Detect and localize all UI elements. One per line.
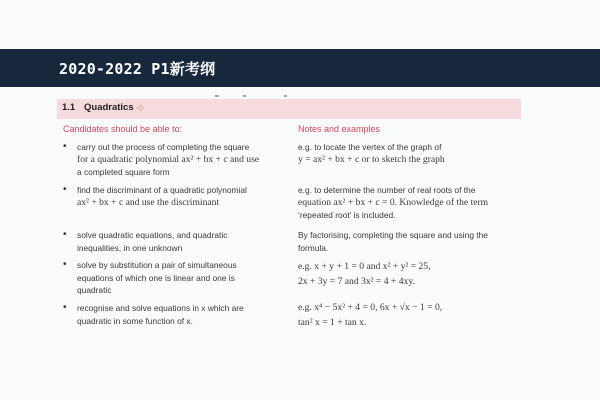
cursor-mark: ·◇ — [135, 103, 144, 112]
left-column-heading: Candidates should be able to: — [63, 124, 183, 134]
note-text — [298, 300, 523, 330]
note-text — [298, 184, 523, 222]
objective-line: find the discriminant of a quadratic polynomial — [77, 185, 247, 195]
objective-text — [77, 259, 282, 297]
note-line: e.g. to determine the number of real roots of the — [298, 185, 476, 195]
objective-line: for a quadratic polynomial ax² + bx + c and use — [77, 153, 260, 165]
page-title: 2020-2022 P1新考纲 — [59, 60, 216, 78]
objective-line: a completed square form — [77, 167, 170, 177]
note-line: ‘repeated root’ is included. — [298, 210, 396, 220]
note-text — [298, 141, 523, 166]
note-line: y = ax² + bx + c or to sketch the graph — [298, 153, 445, 165]
objective-line: equations of which one is linear and one is — [77, 272, 235, 283]
bullet: • — [63, 141, 67, 152]
objective-line: recognise and solve equations in x which are — [77, 303, 244, 313]
scan-artifact — [215, 95, 219, 97]
note-line: e.g. x⁴ − 5x² + 4 = 0, 6x + √x − 1 = 0, — [298, 302, 443, 313]
scan-artifact — [284, 95, 287, 97]
objective-text — [77, 141, 282, 179]
objective-text — [77, 229, 282, 254]
bullet: • — [63, 184, 67, 195]
objective-line: carry out the process of completing the square — [77, 142, 250, 152]
note-line: e.g. to locate the vertex of the graph of — [298, 142, 442, 152]
objective-line: solve quadratic equations, and quadratic — [77, 230, 228, 240]
objective-line: solve by substitution a pair of simultaneous — [77, 260, 237, 270]
note-text — [298, 259, 523, 289]
objective-line: inequalities, in one unknown — [77, 242, 183, 253]
bullet: • — [63, 302, 67, 313]
objective-line: quadratic in some function of x. — [77, 315, 193, 326]
section-header — [57, 99, 521, 119]
note-line: formula. — [298, 242, 329, 253]
right-column-heading: Notes and examples — [298, 124, 381, 134]
note-line: By factorising, completing the square and using the — [298, 230, 488, 240]
section-title: Quadratics — [84, 102, 134, 113]
note-line: 2x + 3y = 7 and 3x² = 4 + 4xy. — [298, 276, 415, 287]
objective-line: ax² + bx + c and use the discriminant — [77, 196, 220, 208]
section-number: 1.1 — [62, 102, 76, 113]
note-text — [298, 229, 523, 254]
scan-artifact — [243, 95, 246, 97]
note-line: e.g. x + y + 1 = 0 and x² + y² = 25, — [298, 261, 431, 272]
objective-text — [77, 302, 282, 327]
objective-text — [77, 184, 282, 209]
bullet: • — [63, 259, 67, 270]
objective-line: quadratic — [77, 285, 112, 295]
note-line: equation ax² + bx + c = 0. Knowledge of the term — [298, 196, 489, 208]
note-line: tan² x = 1 + tan x. — [298, 317, 367, 328]
bullet: • — [63, 229, 67, 240]
title-bar — [0, 49, 600, 87]
